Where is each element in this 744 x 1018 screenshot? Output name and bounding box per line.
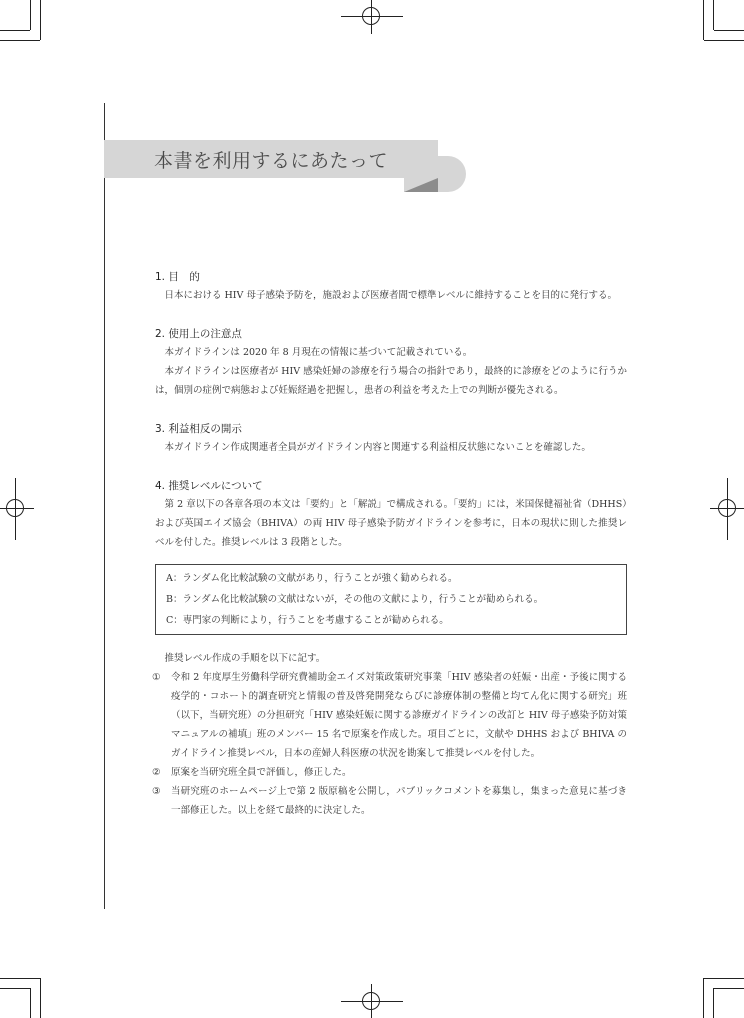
step-number: ③	[152, 786, 161, 797]
section-recommendation-levels	[155, 477, 627, 552]
recommendation-levels-box	[155, 564, 627, 635]
paragraph: 本ガイドラインは 2020 年 8 月現在の情報に基づいて記載されている。	[164, 347, 473, 358]
section-conflict-of-interest	[155, 420, 627, 457]
step-text: 当研究班のホームページ上で第 2 版原稿を公開し，パブリックコメントを募集し，集まった意見に基づき一部修正した。以上を経て最終的に決定した。	[171, 786, 627, 816]
title-tab-shadow	[404, 178, 438, 192]
paragraph: 日本における HIV 母子感染予防を，施設および医療者間で標準レベルに維持することを目的に発行する。	[164, 290, 617, 301]
procedure-step	[152, 763, 627, 782]
procedure-intro: 推奨レベル作成の手順を以下に記す。	[164, 653, 326, 664]
document-body	[152, 268, 627, 820]
margin-rule	[104, 103, 105, 909]
section-heading: 1. 目 的	[155, 271, 200, 283]
recommendation-level-a: A：ランダム化比較試験の文献があり，行うことが強く勧められる。	[166, 573, 458, 584]
procedure-step	[152, 782, 627, 820]
section-usage-notes	[155, 325, 627, 400]
step-text: 令和 2 年度厚生労働科学研究費補助金エイズ対策政策研究事業「HIV 感染者の妊娠・出産・予後に関する疫学的・コホート的調査研究と情報の普及啓発開発ならびに診療体制の整備と均てん化に関する研究」班（以下，当研究班）の分担研究「HIV 感染妊娠に関する診療ガイドラインの改訂と HIV 母子感染予防対策マニュアルの補填」班のメンバー 15 名で原案を作成した。項目ごとに，文献や DHHS および BHIVA のガイドライン推奨レベル，日本の産婦人科医療の状況を勘案して推奨レベルを付した。	[171, 672, 627, 759]
recommendation-level-c: C：専門家の判断により，行うことを考慮することが勧められる。	[166, 615, 449, 626]
section-heading: 3. 利益相反の開示	[155, 423, 242, 435]
page-title: 本書を利用するにあたって	[154, 150, 389, 172]
step-number: ②	[152, 767, 161, 778]
step-number: ①	[152, 672, 161, 683]
procedure-list	[152, 668, 627, 820]
section-purpose	[155, 268, 627, 305]
paragraph: 本ガイドライン作成関連者全員がガイドライン内容と関連する利益相反状態にないことを確認した。	[164, 442, 591, 453]
step-text: 原案を当研究班全員で評価し，修正した。	[171, 767, 352, 778]
section-heading: 4. 推奨レベルについて	[155, 480, 263, 492]
paragraph: 本ガイドラインは医療者が HIV 感染妊婦の診療を行う場合の指針であり，最終的に診療をどのように行うかは，個別の症例で病態および妊娠経過を把握し，患者の利益を考えた上での判断が優先される。	[155, 366, 627, 396]
recommendation-level-b: B：ランダム化比較試験の文献はないが，その他の文献により，行うことが勧められる。	[166, 594, 544, 605]
procedure-step	[152, 668, 627, 763]
section-heading: 2. 使用上の注意点	[155, 328, 242, 340]
paragraph: 第 2 章以下の各章各項の本文は「要約」と「解説」で構成される。「要約」には，米国保健福祉省（DHHS）および英国エイズ協会（BHIVA）の両 HIV 母子感染予防ガイドラインを参考に，日本の現状に則した推奨レベルを付した。推奨レベルは 3 段階とした。	[155, 499, 627, 548]
